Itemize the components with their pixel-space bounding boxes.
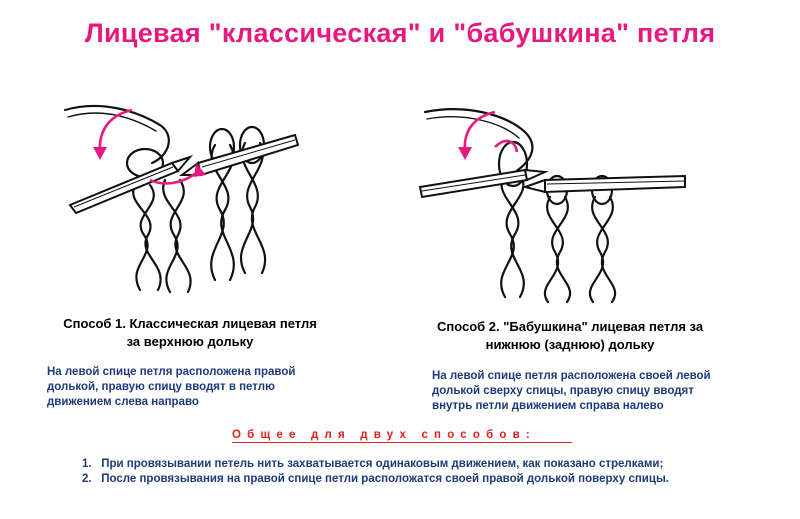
method-2-description (432, 369, 752, 414)
method-1-description (47, 365, 337, 410)
common-heading: Общее для двух способов: (232, 429, 572, 443)
method-2-subtitle: нижнюю (заднюю) дольку (485, 337, 655, 352)
list-text: При провязывании петель нить захватывается одинаковым движением, как показано стрелками; (101, 458, 664, 470)
page-title: Лицевая "классическая" и "бабушкина" петля (84, 18, 716, 48)
method-1-caption (40, 315, 340, 351)
right-needle (70, 157, 190, 213)
list-item (82, 457, 782, 472)
description-line: долькой сверху спицы, правую спицу вводят (432, 385, 694, 397)
list-number: 1. (82, 458, 92, 470)
right-needle (420, 170, 545, 197)
description-line: внутрь петли движением справа налево (432, 400, 664, 412)
list-number: 2. (82, 473, 92, 485)
description-line: На левой спице петля расположена своей левой (432, 370, 711, 382)
common-rules-list (82, 457, 782, 487)
method-1-title: Способ 1. Классическая лицевая петля (63, 316, 317, 331)
left-needle (525, 176, 685, 192)
description-line: На левой спице петля расположена правой (47, 366, 296, 378)
classic-knit-illustration (40, 85, 340, 310)
list-item (82, 472, 782, 487)
method-2-caption (405, 318, 735, 354)
method-2-title: Способ 2. "Бабушкина" лицевая петля за (436, 319, 704, 334)
list-text: После провязывания на правой спице петли расположатся своей правой долькой поверху спицы. (101, 473, 669, 485)
description-line: долькой, правую спицу вводят в петлю (47, 381, 275, 393)
description-line: движением слева направо (47, 396, 199, 408)
method-1-subtitle: за верхнюю дольку (126, 334, 254, 349)
granny-knit-illustration (405, 92, 695, 307)
